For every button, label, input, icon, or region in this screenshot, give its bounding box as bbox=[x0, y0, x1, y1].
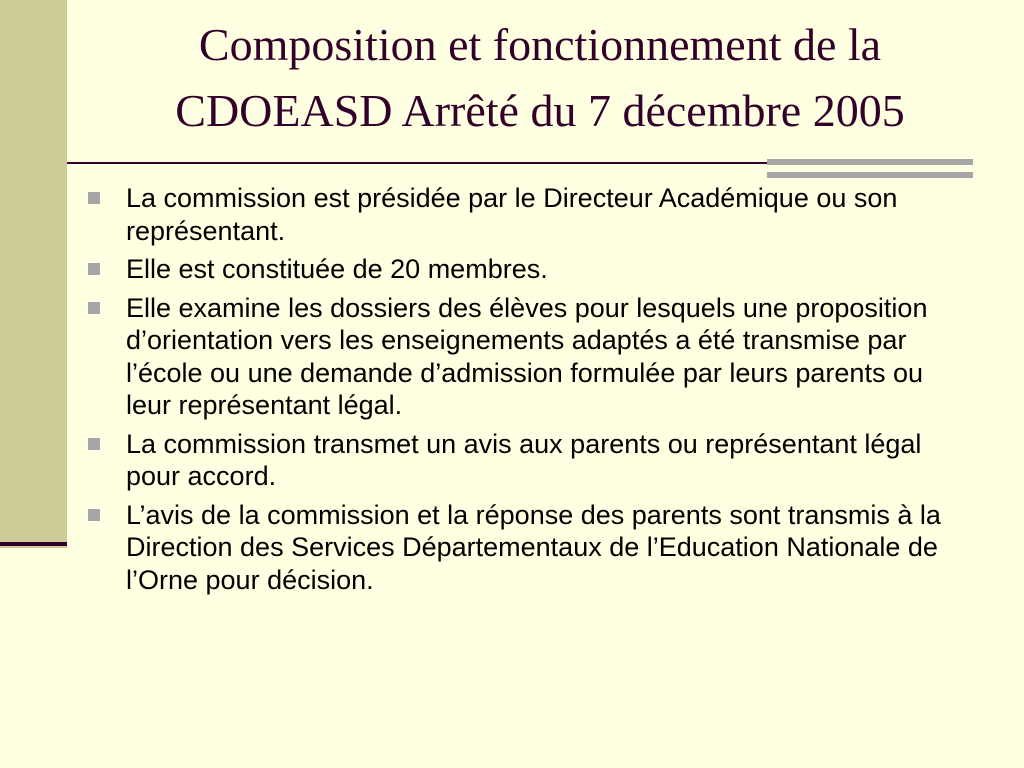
bullet-item bbox=[88, 292, 968, 422]
square-bullet-icon bbox=[88, 302, 100, 314]
bullet-item bbox=[88, 428, 968, 493]
accent-bar-bottom bbox=[767, 172, 973, 178]
bullet-text: Elle examine les dossiers des élèves pour lesquels une proposition d’orientation vers les enseignements adaptés a été transmise par l’école ou une demande d’admission formulée par leurs parents ou leur représentant légal. bbox=[126, 292, 928, 420]
square-bullet-icon bbox=[88, 192, 100, 204]
square-bullet-icon bbox=[88, 438, 100, 450]
square-bullet-icon bbox=[88, 263, 100, 275]
bullet-item bbox=[88, 182, 968, 247]
bullet-text: L’avis de la commission et la réponse des parents sont transmis à la Direction des Services Départementaux de l’Education Nationale de l’Orne pour décision. bbox=[126, 499, 941, 595]
left-band-underline bbox=[0, 542, 67, 546]
bullet-text: Elle est constituée de 20 membres. bbox=[126, 254, 548, 284]
slide-title: Composition et fonctionnement de la CDOEASD Arrêté du 7 décembre 2005 bbox=[175, 19, 905, 136]
left-decorative-band bbox=[0, 0, 67, 548]
square-bullet-icon bbox=[88, 509, 100, 521]
bullet-list bbox=[88, 182, 968, 602]
bullet-item bbox=[88, 253, 968, 286]
bullet-text: La commission est présidée par le Directeur Académique ou son représentant. bbox=[126, 183, 898, 246]
bullet-item bbox=[88, 499, 968, 597]
bullet-text: La commission transmet un avis aux parents ou représentant légal pour accord. bbox=[126, 428, 922, 491]
title-divider-line bbox=[67, 162, 767, 164]
accent-bar-top bbox=[767, 159, 973, 165]
